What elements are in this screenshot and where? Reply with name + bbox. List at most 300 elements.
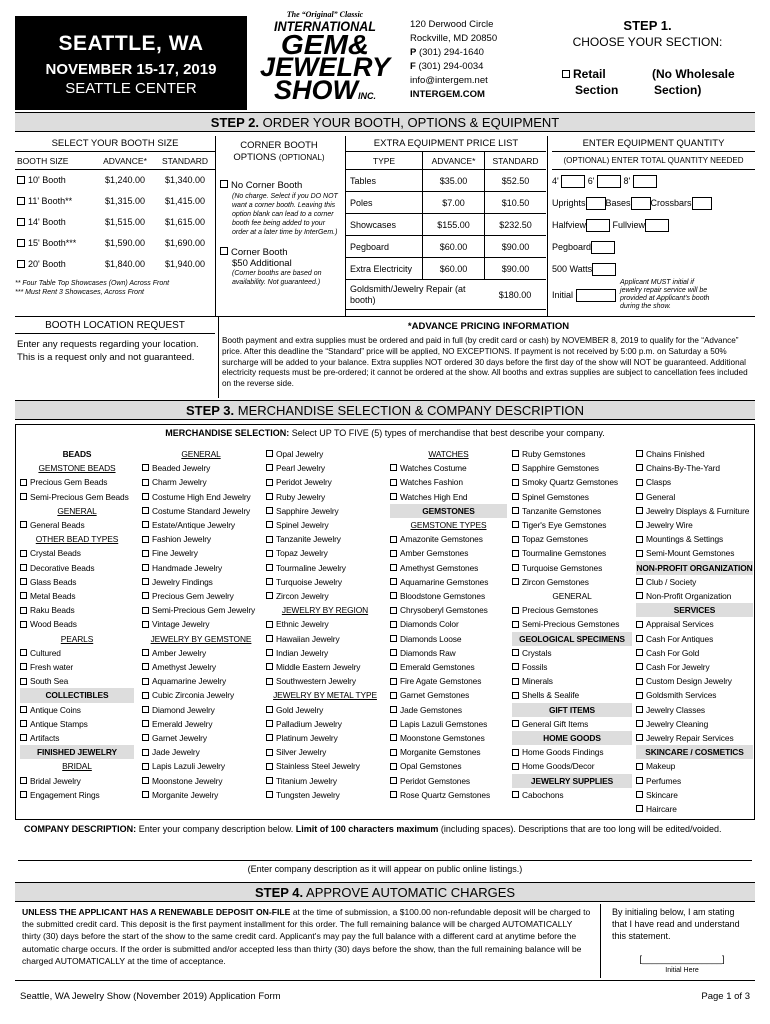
merch-checkbox[interactable]: [266, 734, 273, 741]
merchandise-option[interactable]: Topaz Jewelry: [266, 546, 384, 560]
merchandise-option[interactable]: Appraisal Services: [636, 617, 753, 631]
qty-subheading: (OPTIONAL) ENTER TOTAL QUANTITY NEEDED: [552, 152, 755, 170]
merch-checkbox[interactable]: [512, 649, 519, 656]
merchandise-option[interactable]: Turquoise Gemstones: [512, 561, 632, 575]
merchandise-option[interactable]: Chrysoberyl Gemstones: [390, 603, 507, 617]
merchandise-option[interactable]: Beaded Jewelry: [142, 461, 260, 475]
merchandise-option[interactable]: Pearl Jewelry: [266, 461, 384, 475]
merch-checkbox[interactable]: [266, 621, 273, 628]
merch-checkbox[interactable]: [390, 536, 397, 543]
merch-checkbox[interactable]: [512, 507, 519, 514]
merchandise-option[interactable]: Jewelry Cleaning: [636, 717, 753, 731]
merchandise-option[interactable]: Mountings & Settings: [636, 532, 753, 546]
merchandise-option[interactable]: Fossils: [512, 660, 632, 674]
merch-checkbox[interactable]: [636, 763, 643, 770]
merchandise-option[interactable]: Amethyst Gemstones: [390, 561, 507, 575]
merchandise-option[interactable]: Tanzanite Jewelry: [266, 532, 384, 546]
merch-checkbox[interactable]: [636, 635, 643, 642]
merch-checkbox[interactable]: [20, 479, 27, 486]
merch-checkbox[interactable]: [142, 749, 149, 756]
initial-label: Initial Here: [665, 967, 699, 974]
merch-checkbox[interactable]: [142, 607, 149, 614]
company-description-input[interactable]: [18, 838, 752, 858]
merchandise-category: COLLECTIBLES: [20, 688, 134, 702]
merch-checkbox[interactable]: [142, 678, 149, 685]
halfview-input[interactable]: [586, 219, 610, 232]
booth-row[interactable]: 14' Booth $1,515.00 $1,615.00: [15, 212, 215, 233]
corner-option[interactable]: Corner Booth $50 Additional: [220, 247, 338, 269]
merchandise-option[interactable]: Cultured: [20, 646, 134, 660]
city-title: SEATTLE, WA: [58, 32, 204, 55]
merch-checkbox[interactable]: [636, 791, 643, 798]
fax: F (301) 294-0034: [410, 61, 484, 72]
merch-checkbox[interactable]: [142, 592, 149, 599]
merchandise-option[interactable]: Jade Jewelry: [142, 745, 260, 759]
merchandise-category: GENERAL: [552, 591, 592, 602]
merch-checkbox[interactable]: [142, 564, 149, 571]
merchandise-option[interactable]: Bridal Jewelry: [20, 774, 134, 788]
booth-checkbox[interactable]: [17, 260, 25, 268]
merch-checkbox[interactable]: [266, 521, 273, 528]
merch-checkbox[interactable]: [390, 763, 397, 770]
merchandise-option[interactable]: Metal Beads: [20, 589, 134, 603]
merch-checkbox[interactable]: [266, 635, 273, 642]
merch-checkbox[interactable]: [512, 536, 519, 543]
merch-checkbox[interactable]: [20, 592, 27, 599]
merchandise-option[interactable]: Tiger's Eye Gemstones: [512, 518, 632, 532]
merchandise-option[interactable]: Cash For Jewelry: [636, 660, 753, 674]
fullview-input[interactable]: [645, 219, 669, 232]
merchandise-option[interactable]: General Gift Items: [512, 717, 632, 731]
merchandise-category: BRIDAL: [62, 761, 92, 772]
merch-checkbox[interactable]: [512, 607, 519, 614]
merch-checkbox[interactable]: [142, 479, 149, 486]
merchandise-option[interactable]: Chains-By-The-Yard: [636, 461, 753, 475]
merch-checkbox[interactable]: [142, 621, 149, 628]
merchandise-option[interactable]: Aquamarine Gemstones: [390, 575, 507, 589]
merch-checkbox[interactable]: [266, 663, 273, 670]
merch-checkbox[interactable]: [266, 564, 273, 571]
merch-checkbox[interactable]: [142, 521, 149, 528]
merch-checkbox[interactable]: [142, 791, 149, 798]
merch-checkbox[interactable]: [636, 493, 643, 500]
merchandise-option[interactable]: Precious Gem Beads: [20, 475, 134, 489]
merch-checkbox[interactable]: [390, 578, 397, 585]
merch-checkbox[interactable]: [266, 578, 273, 585]
merch-checkbox[interactable]: [390, 464, 397, 471]
merch-checkbox[interactable]: [512, 621, 519, 628]
merch-checkbox[interactable]: [636, 663, 643, 670]
merchandise-option[interactable]: Costume High End Jewelry: [142, 490, 260, 504]
step2-heading: STEP 2. ORDER YOUR BOOTH, OPTIONS & EQUIPMENT: [15, 112, 755, 132]
merch-checkbox[interactable]: [266, 479, 273, 486]
merch-checkbox[interactable]: [390, 706, 397, 713]
merch-checkbox[interactable]: [636, 621, 643, 628]
merch-checkbox[interactable]: [390, 720, 397, 727]
merchandise-option[interactable]: Fine Jewelry: [142, 546, 260, 560]
merchandise-option[interactable]: Raku Beads: [20, 603, 134, 617]
merch-checkbox[interactable]: [266, 649, 273, 656]
merchandise-option[interactable]: Wood Beads: [20, 617, 134, 631]
merchandise-option[interactable]: Watches High End: [390, 490, 507, 504]
merchandise-option[interactable]: Custom Design Jewelry: [636, 674, 753, 688]
merchandise-option[interactable]: Titanium Jewelry: [266, 774, 384, 788]
merch-checkbox[interactable]: [512, 464, 519, 471]
merchandise-option[interactable]: Moonstone Gemstones: [390, 731, 507, 745]
merch-checkbox[interactable]: [266, 777, 273, 784]
merch-checkbox[interactable]: [20, 607, 27, 614]
merch-checkbox[interactable]: [636, 805, 643, 812]
merch-checkbox[interactable]: [142, 536, 149, 543]
merch-checkbox[interactable]: [20, 493, 27, 500]
merch-checkbox[interactable]: [142, 720, 149, 727]
merchandise-option[interactable]: Jade Gemstones: [390, 703, 507, 717]
merchandise-option[interactable]: Peridot Gemstones: [390, 774, 507, 788]
merchandise-option[interactable]: Smoky Quartz Gemstones: [512, 475, 632, 489]
merch-checkbox[interactable]: [142, 734, 149, 741]
merch-checkbox[interactable]: [20, 649, 27, 656]
merchandise-option[interactable]: Sapphire Gemstones: [512, 461, 632, 475]
merch-checkbox[interactable]: [20, 621, 27, 628]
bases-input[interactable]: [631, 197, 651, 210]
merch-checkbox[interactable]: [390, 692, 397, 699]
merchandise-option[interactable]: Opal Gemstones: [390, 759, 507, 773]
merchandise-option[interactable]: Chains Finished: [636, 447, 753, 461]
uprights-input[interactable]: [586, 197, 606, 210]
merchandise-option[interactable]: Charm Jewelry: [142, 475, 260, 489]
equipment-row: Extra Electricity $60.00 $90.00: [346, 258, 546, 280]
merch-checkbox[interactable]: [20, 521, 27, 528]
merchandise-option[interactable]: General: [636, 490, 753, 504]
merch-checkbox[interactable]: [266, 550, 273, 557]
merch-checkbox[interactable]: [512, 578, 519, 585]
merchandise-option[interactable]: Garnet Jewelry: [142, 731, 260, 745]
merchandise-option[interactable]: Amber Jewelry: [142, 646, 260, 660]
merchandise-option[interactable]: Emerald Gemstones: [390, 660, 507, 674]
merch-checkbox[interactable]: [636, 464, 643, 471]
merch-checkbox[interactable]: [390, 550, 397, 557]
booth-checkbox[interactable]: [17, 218, 25, 226]
merch-checkbox[interactable]: [512, 749, 519, 756]
table-6-input[interactable]: [597, 175, 621, 188]
merchandise-option[interactable]: Home Goods/Decor: [512, 759, 632, 773]
merch-checkbox[interactable]: [142, 777, 149, 784]
merch-checkbox[interactable]: [512, 720, 519, 727]
merchandise-option[interactable]: Costume Standard Jewelry: [142, 504, 260, 518]
merchandise-option[interactable]: Shells & Sealife: [512, 688, 632, 702]
merchandise-option[interactable]: Vintage Jewelry: [142, 617, 260, 631]
merchandise-option[interactable]: Estate/Antique Jewelry: [142, 518, 260, 532]
merchandise-option[interactable]: Antique Coins: [20, 703, 134, 717]
merch-checkbox[interactable]: [636, 550, 643, 557]
merchandise-option[interactable]: Crystals: [512, 646, 632, 660]
merch-checkbox[interactable]: [512, 493, 519, 500]
merch-checkbox[interactable]: [266, 749, 273, 756]
merch-checkbox[interactable]: [636, 450, 643, 457]
merch-checkbox[interactable]: [390, 592, 397, 599]
merch-checkbox[interactable]: [636, 536, 643, 543]
merchandise-option[interactable]: Lapis Lazuli Gemstones: [390, 717, 507, 731]
email[interactable]: info@intergem.net: [410, 75, 488, 86]
merch-checkbox[interactable]: [636, 720, 643, 727]
merch-checkbox[interactable]: [142, 706, 149, 713]
merch-checkbox[interactable]: [512, 564, 519, 571]
merch-checkbox[interactable]: [512, 550, 519, 557]
merchandise-option[interactable]: Amber Gemstones: [390, 546, 507, 560]
merchandise-option[interactable]: Gold Jewelry: [266, 703, 384, 717]
repair-initial-input[interactable]: [576, 289, 616, 302]
merch-checkbox[interactable]: [390, 479, 397, 486]
merch-checkbox[interactable]: [390, 663, 397, 670]
merchandise-option[interactable]: Zircon Gemstones: [512, 575, 632, 589]
merchandise-option[interactable]: Moonstone Jewelry: [142, 774, 260, 788]
merchandise-option[interactable]: Semi-Mount Gemstones: [636, 546, 753, 560]
merch-checkbox[interactable]: [20, 550, 27, 557]
merch-checkbox[interactable]: [636, 592, 643, 599]
merchandise-option[interactable]: Jewelry Wire: [636, 518, 753, 532]
merchandise-option[interactable]: Jewelry Repair Services: [636, 731, 753, 745]
merch-checkbox[interactable]: [142, 550, 149, 557]
merchandise-option[interactable]: Opal Jewelry: [266, 447, 384, 461]
merch-checkbox[interactable]: [390, 678, 397, 685]
merch-checkbox[interactable]: [20, 734, 27, 741]
merchandise-option[interactable]: Decorative Beads: [20, 561, 134, 575]
merchandise-option[interactable]: Precious Gemstones: [512, 603, 632, 617]
booth-checkbox[interactable]: [17, 197, 25, 205]
merch-checkbox[interactable]: [20, 678, 27, 685]
merchandise-option[interactable]: Tourmaline Gemstones: [512, 546, 632, 560]
website[interactable]: INTERGEM.COM: [410, 89, 485, 100]
merch-checkbox[interactable]: [636, 678, 643, 685]
watts-input[interactable]: [592, 263, 616, 276]
merchandise-option[interactable]: Spinel Gemstones: [512, 490, 632, 504]
merch-checkbox[interactable]: [142, 493, 149, 500]
equipment-quantity: [552, 136, 755, 310]
merchandise-option[interactable]: General Beads: [20, 518, 134, 532]
merchandise-option[interactable]: Semi-Precious Gem Jewelry: [142, 603, 260, 617]
merch-checkbox[interactable]: [512, 678, 519, 685]
merchandise-option[interactable]: Tourmaline Jewelry: [266, 561, 384, 575]
merchandise-option[interactable]: Cubic Zirconia Jewelry: [142, 688, 260, 702]
merch-checkbox[interactable]: [142, 649, 149, 656]
merch-checkbox[interactable]: [20, 578, 27, 585]
merch-checkbox[interactable]: [266, 720, 273, 727]
merch-checkbox[interactable]: [142, 578, 149, 585]
merchandise-option[interactable]: Semi-Precious Gem Beads: [20, 490, 134, 504]
merch-checkbox[interactable]: [512, 479, 519, 486]
merchandise-option[interactable]: Crystal Beads: [20, 546, 134, 560]
merch-checkbox[interactable]: [266, 678, 273, 685]
merchandise-option[interactable]: Hawaiian Jewelry: [266, 632, 384, 646]
merch-checkbox[interactable]: [512, 663, 519, 670]
merch-checkbox[interactable]: [390, 493, 397, 500]
merchandise-option[interactable]: Indian Jewelry: [266, 646, 384, 660]
merch-checkbox[interactable]: [266, 763, 273, 770]
merchandise-option[interactable]: Emerald Jewelry: [142, 717, 260, 731]
retail-option[interactable]: Retail Section: [562, 66, 618, 98]
merchandise-option[interactable]: Jewelry Classes: [636, 703, 753, 717]
merchandise-option[interactable]: Ruby Gemstones: [512, 447, 632, 461]
merch-checkbox[interactable]: [20, 663, 27, 670]
merchandise-option[interactable]: Skincare: [636, 788, 753, 802]
crossbars-input[interactable]: [692, 197, 712, 210]
merch-checkbox[interactable]: [512, 521, 519, 528]
merchandise-option[interactable]: Non-Profit Organization: [636, 589, 753, 603]
merchandise-option[interactable]: Morganite Gemstones: [390, 745, 507, 759]
merchandise-option[interactable]: Watches Fashion: [390, 475, 507, 489]
advance-pricing-text: Booth payment and extra supplies must be ordered and paid in full (by credit card or cash) by NOVEMBER 8, 2019 to qualify for the “Advance” price. After this deadline the “Standard” price will be applied, NO EXCEPTIONS. If payment is not received by 5:00 p.m. on Saturday a 50% surcharge will be added to your balance. Extra supplies NOT ordered 30 days before the first day of the show will NOT be guaranteed. Additional electricity requests must be pre-ordered; it cannot be ordered at the show. All booths and extras supplies are subject to cancellation fees included on the reverse side.: [222, 336, 748, 389]
merchandise-option[interactable]: Morganite Jewelry: [142, 788, 260, 802]
merchandise-option[interactable]: Southwestern Jewelry: [266, 674, 384, 688]
merch-checkbox[interactable]: [390, 749, 397, 756]
merchandise-option[interactable]: Aquamarine Jewelry: [142, 674, 260, 688]
booth-row[interactable]: 11' Booth** $1,315.00 $1,415.00: [15, 191, 215, 212]
merchandise-option[interactable]: Rose Quartz Gemstones: [390, 788, 507, 802]
merchandise-option[interactable]: Diamond Jewelry: [142, 703, 260, 717]
merchandise-option[interactable]: Jewelry Displays & Furniture: [636, 504, 753, 518]
merchandise-option[interactable]: Zircon Jewelry: [266, 589, 384, 603]
merchandise-option[interactable]: Silver Jewelry: [266, 745, 384, 759]
merchandise-option[interactable]: Middle Eastern Jewelry: [266, 660, 384, 674]
merchandise-option[interactable]: Cash For Gold: [636, 646, 753, 660]
merchandise-option[interactable]: Perfumes: [636, 774, 753, 788]
booth-row[interactable]: 15' Booth*** $1,590.00 $1,690.00: [15, 233, 215, 254]
merch-checkbox[interactable]: [266, 493, 273, 500]
merch-checkbox[interactable]: [142, 663, 149, 670]
merchandise-option[interactable]: Makeup: [636, 759, 753, 773]
merchandise-option[interactable]: Cash For Antiques: [636, 632, 753, 646]
merchandise-option[interactable]: Fresh water: [20, 660, 134, 674]
merchandise-option[interactable]: Jewelry Findings: [142, 575, 260, 589]
merchandise-option[interactable]: Lapis Lazuli Jewelry: [142, 759, 260, 773]
merch-checkbox[interactable]: [20, 777, 27, 784]
merch-checkbox[interactable]: [512, 763, 519, 770]
merchandise-option[interactable]: Diamonds Loose: [390, 632, 507, 646]
merchandise-option[interactable]: South Sea: [20, 674, 134, 688]
merch-checkbox[interactable]: [512, 791, 519, 798]
merch-checkbox[interactable]: [390, 635, 397, 642]
merch-checkbox[interactable]: [512, 692, 519, 699]
merchandise-category: HOME GOODS: [512, 731, 632, 745]
booth-row[interactable]: 20' Booth $1,840.00 $1,940.00: [15, 254, 215, 275]
merchandise-option[interactable]: Spinel Jewelry: [266, 518, 384, 532]
merch-checkbox[interactable]: [390, 649, 397, 656]
merch-checkbox[interactable]: [266, 791, 273, 798]
merch-checkbox[interactable]: [390, 564, 397, 571]
merchandise-option[interactable]: Platinum Jewelry: [266, 731, 384, 745]
merch-checkbox[interactable]: [636, 649, 643, 656]
merchandise-option[interactable]: Bloodstone Gemstones: [390, 589, 507, 603]
merchandise-option[interactable]: Engagement Rings: [20, 788, 134, 802]
merchandise-option[interactable]: Sapphire Jewelry: [266, 504, 384, 518]
pegboard-input[interactable]: [591, 241, 615, 254]
merchandise-option[interactable]: Cabochons: [512, 788, 632, 802]
merch-checkbox[interactable]: [390, 734, 397, 741]
merchandise-option[interactable]: Peridot Jewelry: [266, 475, 384, 489]
merchandise-option[interactable]: Amazonite Gemstones: [390, 532, 507, 546]
merch-checkbox[interactable]: [636, 734, 643, 741]
merchandise-option[interactable]: Turquoise Jewelry: [266, 575, 384, 589]
merchandise-option[interactable]: Handmade Jewelry: [142, 561, 260, 575]
merchandise-option[interactable]: Artifacts: [20, 731, 134, 745]
merch-checkbox[interactable]: [142, 692, 149, 699]
merchandise-option[interactable]: Haircare: [636, 802, 753, 816]
booth-checkbox[interactable]: [17, 176, 25, 184]
merchandise-option[interactable]: Tanzanite Gemstones: [512, 504, 632, 518]
merchandise-option[interactable]: Minerals: [512, 674, 632, 688]
table-4-input[interactable]: [561, 175, 585, 188]
merch-checkbox[interactable]: [266, 706, 273, 713]
merch-checkbox[interactable]: [636, 521, 643, 528]
merchandise-category: WATCHES: [428, 449, 469, 459]
initial-input[interactable]: [________________]: [639, 954, 725, 964]
merch-checkbox[interactable]: [142, 464, 149, 471]
merchandise-option[interactable]: Home Goods Findings: [512, 745, 632, 759]
no-corner-option[interactable]: No Corner Booth: [220, 180, 338, 191]
merch-checkbox[interactable]: [266, 536, 273, 543]
merch-checkbox[interactable]: [390, 777, 397, 784]
location-heading: BOOTH LOCATION REQUEST: [45, 320, 185, 331]
merch-checkbox[interactable]: [390, 607, 397, 614]
merchandise-option[interactable]: Garnet Gemstones: [390, 688, 507, 702]
merch-checkbox[interactable]: [266, 507, 273, 514]
merchandise-category: JEWELRY SUPPLIES: [512, 774, 632, 788]
merch-checkbox[interactable]: [20, 720, 27, 727]
merch-checkbox[interactable]: [266, 592, 273, 599]
merchandise-option[interactable]: Topaz Gemstones: [512, 532, 632, 546]
merchandise-option[interactable]: Diamonds Raw: [390, 646, 507, 660]
merch-checkbox[interactable]: [636, 692, 643, 699]
merchandise-option[interactable]: Watches Costume: [390, 461, 507, 475]
booth-checkbox[interactable]: [17, 239, 25, 247]
merchandise-option[interactable]: Ruby Jewelry: [266, 490, 384, 504]
table-8-input[interactable]: [633, 175, 657, 188]
merchandise-option[interactable]: Goldsmith Services: [636, 688, 753, 702]
merchandise-option[interactable]: Amethyst Jewelry: [142, 660, 260, 674]
merch-checkbox[interactable]: [266, 464, 273, 471]
merchandise-option[interactable]: Stainless Steel Jewelry: [266, 759, 384, 773]
merchandise-option[interactable]: Diamonds Color: [390, 617, 507, 631]
merchandise-option[interactable]: Clasps: [636, 475, 753, 489]
merch-checkbox[interactable]: [20, 706, 27, 713]
merchandise-option[interactable]: Semi-Precious Gemstones: [512, 617, 632, 631]
merchandise-option[interactable]: Fire Agate Gemstones: [390, 674, 507, 688]
merchandise-option[interactable]: Precious Gem Jewelry: [142, 589, 260, 603]
merch-checkbox[interactable]: [142, 763, 149, 770]
merch-checkbox[interactable]: [636, 479, 643, 486]
merchandise-option[interactable]: Tungsten Jewelry: [266, 788, 384, 802]
merchandise-option[interactable]: Palladium Jewelry: [266, 717, 384, 731]
merchandise-option[interactable]: Fashion Jewelry: [142, 532, 260, 546]
merch-column-1: [20, 447, 134, 802]
merchandise-option[interactable]: Antique Stamps: [20, 717, 134, 731]
merch-checkbox[interactable]: [636, 706, 643, 713]
merch-checkbox[interactable]: [266, 450, 273, 457]
merch-checkbox[interactable]: [390, 621, 397, 628]
merch-checkbox[interactable]: [512, 450, 519, 457]
merch-checkbox[interactable]: [20, 564, 27, 571]
merchandise-option[interactable]: Ethnic Jewelry: [266, 617, 384, 631]
merch-checkbox[interactable]: [636, 507, 643, 514]
merch-checkbox[interactable]: [20, 791, 27, 798]
merchandise-option[interactable]: Club / Society: [636, 575, 753, 589]
merch-checkbox[interactable]: [142, 507, 149, 514]
merch-checkbox[interactable]: [636, 578, 643, 585]
merch-checkbox[interactable]: [636, 777, 643, 784]
booth-row[interactable]: 10' Booth $1,240.00 $1,340.00: [15, 170, 215, 191]
merchandise-option[interactable]: Glass Beads: [20, 575, 134, 589]
merch-checkbox[interactable]: [390, 791, 397, 798]
